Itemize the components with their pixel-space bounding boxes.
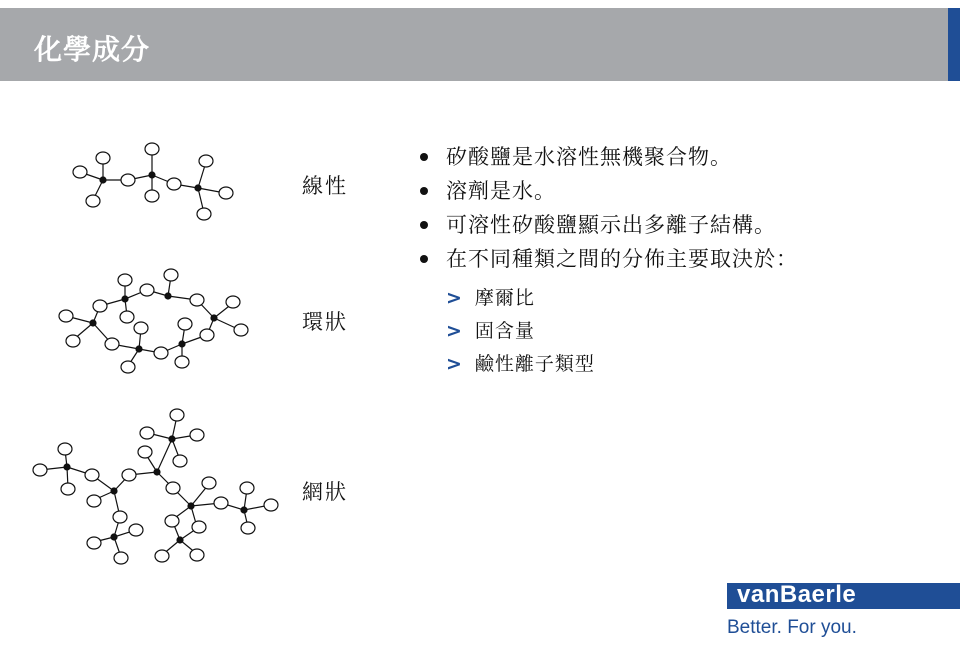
bullet-item [420,140,940,174]
sub-bullet-item [446,348,595,381]
bullet-item [420,242,940,276]
sub-bullet-item [446,315,595,348]
bullet-item [420,174,940,208]
linear-label: 線性 [302,174,348,198]
molecule-diagrams [0,120,290,580]
bullet-item [420,208,940,242]
bullet-dot-icon [420,255,428,263]
linear-molecule [73,143,233,220]
bullet-dot-icon [420,187,428,195]
sub-bullet-text: 摩爾比 [474,287,535,309]
brand-name: vanBaerle [737,581,857,608]
bullet-text: 溶劑是水。 [446,179,556,203]
bullet-text: 在不同種類之間的分佈主要取決於： [446,247,798,271]
sub-bullet-item [446,282,595,315]
slide-title: 化學成分 [34,33,151,66]
bullet-text: 矽酸鹽是水溶性無機聚合物。 [446,145,732,169]
chevron-right-icon: > [446,320,463,342]
ring-label: 環狀 [302,310,348,334]
network-molecule [33,409,278,564]
chevron-right-icon: > [446,287,463,309]
brand-logo [727,583,960,609]
sub-bullet-text: 固含量 [474,320,535,342]
title-bar-accent [948,8,960,81]
bullet-dot-icon [420,221,428,229]
chevron-right-icon: > [446,353,463,375]
title-bar [0,8,960,81]
sub-bullet-list [446,282,595,381]
bullet-dot-icon [420,153,428,161]
network-label: 網狀 [302,480,348,504]
brand-tagline: Better. For you. [727,617,857,638]
bullet-list [420,140,940,276]
bullet-text: 可溶性矽酸鹽顯示出多離子結構。 [446,213,776,237]
sub-bullet-text: 鹼性離子類型 [474,353,595,375]
ring-molecule [59,269,248,373]
